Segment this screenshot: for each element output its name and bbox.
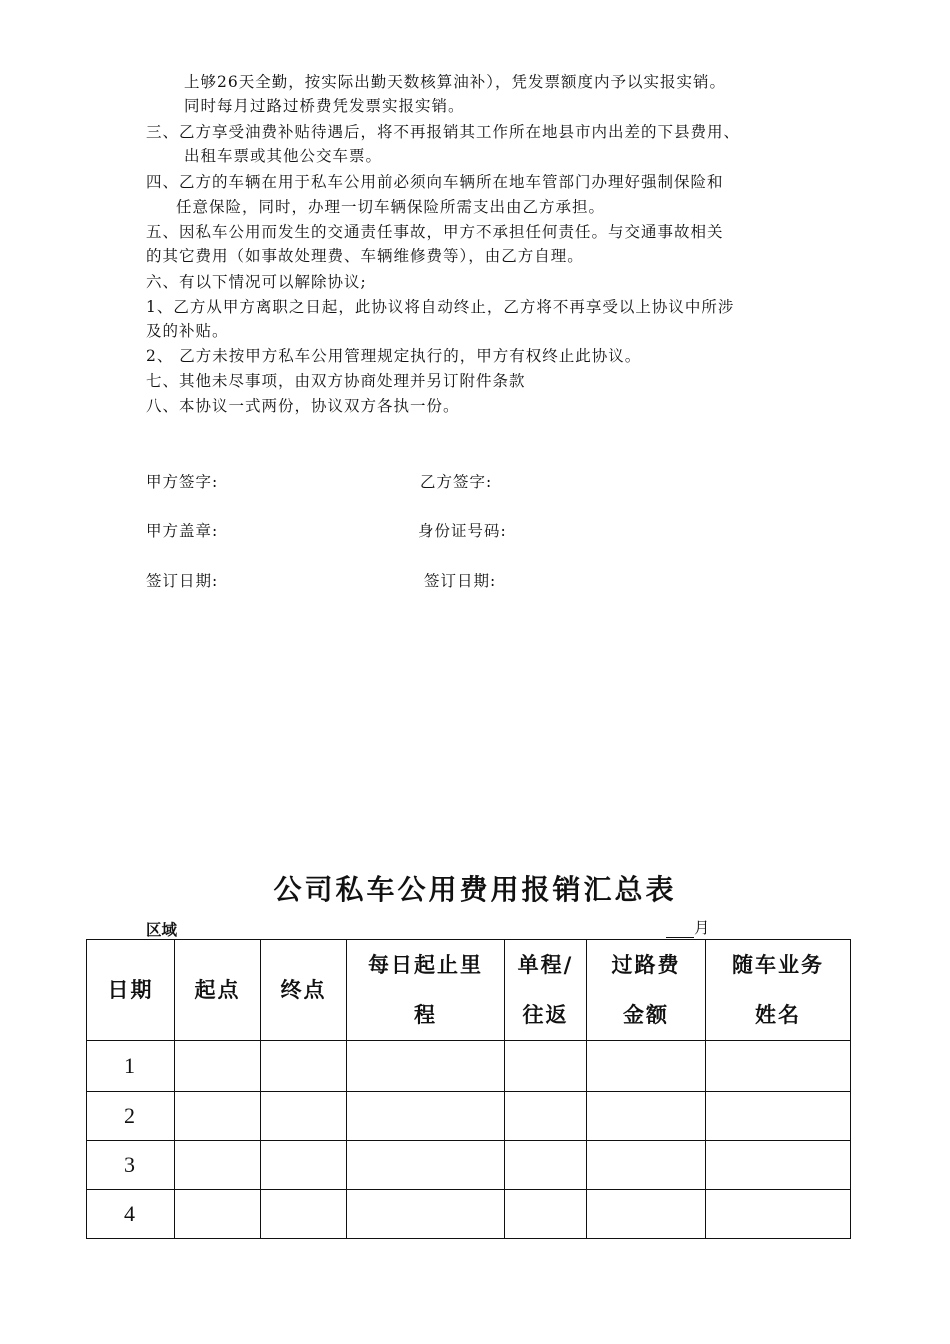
header-end (261, 940, 347, 1041)
table-cell[interactable] (587, 1092, 706, 1141)
header-toll-amount-line1: 过路费 (611, 952, 681, 977)
table-cell[interactable] (706, 1041, 851, 1092)
row-date-cell: 1 (87, 1041, 175, 1092)
table-cell[interactable] (347, 1141, 505, 1190)
header-date-text: 日期 (107, 977, 154, 1002)
party-a-seal-label: 甲方盖章: (146, 522, 219, 540)
header-date (87, 940, 175, 1041)
reimbursement-table (86, 939, 851, 1239)
header-staff-name-line1: 随车业务 (732, 952, 824, 977)
clause-line-13: 七、其他未尽事项，由双方协商处理并另订附件条款 (146, 372, 526, 390)
clause-line-10: 1、乙方从甲方离职之日起，此协议将自动终止，乙方将不再享受以上协议中所涉 (146, 298, 735, 316)
header-trip-type-line2: 往返 (522, 1002, 569, 1027)
clause-line-7: 五、因私车公用而发生的交通责任事故，甲方不承担任何责任。与交通事故相关 (146, 223, 724, 241)
table-cell[interactable] (587, 1041, 706, 1092)
clause-line-14: 八、本协议一式两份，协议双方各执一份。 (146, 397, 460, 415)
clause-line-11: 及的补贴。 (146, 322, 229, 340)
header-staff-name (706, 940, 851, 1041)
month-blank (666, 937, 694, 938)
header-daily-mileage-line2: 程 (414, 1002, 437, 1027)
header-trip-type (505, 940, 587, 1041)
clause-line-5: 四、乙方的车辆在用于私车公用前必须向车辆所在地车管部门办理好强制保险和 (146, 173, 724, 191)
header-daily-mileage-line1: 每日起止里 (368, 952, 483, 977)
row-date-cell: 2 (87, 1092, 175, 1141)
party-a-date-label: 签订日期: (146, 572, 219, 590)
table-row (87, 1092, 851, 1141)
table-row (87, 1141, 851, 1190)
table-cell[interactable] (587, 1190, 706, 1239)
table-row (87, 1041, 851, 1092)
table-cell[interactable] (706, 1190, 851, 1239)
clause-line-4: 出租车票或其他公交车票。 (184, 147, 383, 165)
table-cell[interactable] (347, 1190, 505, 1239)
header-start-text: 起点 (194, 977, 241, 1002)
header-start (175, 940, 261, 1041)
table-cell[interactable] (175, 1092, 261, 1141)
table-cell[interactable] (587, 1141, 706, 1190)
clause-line-1: 上够26天全勤，按实际出勤天数核算油补），凭发票额度内予以实报实销。 (184, 73, 726, 91)
clause-line-12: 2、 乙方未按甲方私车公用管理规定执行的，甲方有权终止此协议。 (146, 347, 642, 365)
party-b-signature-label: 乙方签字: (420, 473, 493, 491)
row-date-cell: 3 (87, 1141, 175, 1190)
month-label: 月 (694, 919, 710, 937)
table-cell[interactable] (505, 1141, 587, 1190)
header-toll-amount-line2: 金额 (623, 1002, 669, 1027)
table-cell[interactable] (261, 1092, 347, 1141)
table-cell[interactable] (175, 1141, 261, 1190)
header-trip-type-line1: 单程/ (517, 952, 574, 977)
table-cell[interactable] (505, 1190, 587, 1239)
id-number-label: 身份证号码: (418, 522, 507, 540)
party-a-signature-label: 甲方签字: (146, 473, 219, 491)
clause-line-8: 的其它费用（如事故处理费、车辆维修费等），由乙方自理。 (146, 247, 584, 265)
table-cell[interactable] (261, 1041, 347, 1092)
party-b-date-label: 签订日期: (424, 572, 497, 590)
clause-line-2: 同时每月过路过桥费凭发票实报实销。 (184, 97, 465, 115)
clause-line-6: 任意保险，同时，办理一切车辆保险所需支出由乙方承担。 (176, 198, 606, 216)
row-date-cell: 4 (87, 1190, 175, 1239)
table-cell[interactable] (261, 1190, 347, 1239)
table-cell[interactable] (505, 1041, 587, 1092)
month-field (666, 916, 710, 938)
table-cell[interactable] (175, 1190, 261, 1239)
header-staff-name-line2: 姓名 (755, 1002, 801, 1027)
clause-line-9: 六、有以下情况可以解除协议; (146, 273, 367, 291)
table-cell[interactable] (347, 1092, 505, 1141)
region-label: 区域 (146, 920, 178, 939)
header-daily-mileage (347, 940, 505, 1041)
table-cell[interactable] (347, 1041, 505, 1092)
table-header-row (87, 940, 851, 1041)
table-row (87, 1190, 851, 1239)
header-end-text: 终点 (280, 977, 327, 1002)
table-cell[interactable] (706, 1141, 851, 1190)
form-title: 公司私车公用费用报销汇总表 (273, 873, 677, 906)
header-toll-amount (587, 940, 706, 1041)
table-cell[interactable] (175, 1041, 261, 1092)
table-cell[interactable] (261, 1141, 347, 1190)
clause-line-3: 三、乙方享受油费补贴待遇后，将不再报销其工作所在地县市内出差的下县费用、 (146, 123, 741, 141)
table-cell[interactable] (706, 1092, 851, 1141)
table-cell[interactable] (505, 1092, 587, 1141)
